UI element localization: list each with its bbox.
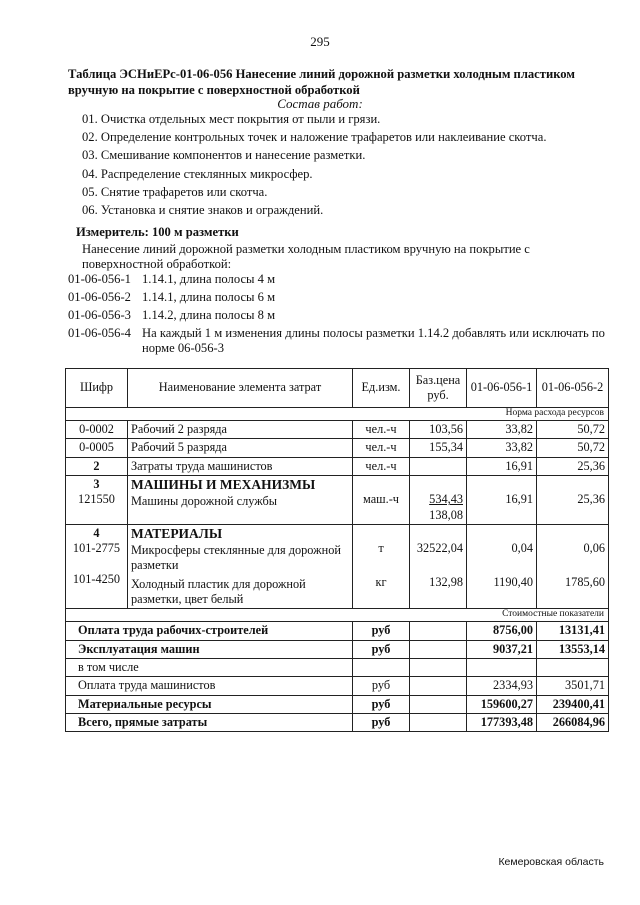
cell-price: 155,34 (410, 439, 467, 457)
cell-v1: 33,82 (467, 439, 537, 457)
cell-unit: кг (375, 574, 387, 589)
operations-list (82, 112, 622, 221)
cell-code: 0-0005 (66, 439, 128, 457)
cost-unit: руб (353, 622, 410, 640)
cell-name: Холодный пластик для дорожной разметки, цвет белый (131, 576, 306, 606)
variant-item (68, 272, 613, 287)
page-number: 295 (310, 34, 330, 49)
variant-desc: 1.14.1, длина полосы 6 м (142, 290, 276, 304)
table-row (66, 457, 609, 475)
variant-code: 01-06-056-1 (68, 272, 131, 286)
cost-v2: 3501,71 (537, 677, 609, 695)
section-title: МАШИНЫ И МЕХАНИЗМЫ (131, 476, 316, 492)
variant-code: 01-06-056-3 (68, 308, 131, 322)
section-number: 4 (93, 526, 100, 541)
header-code: Шифр (66, 369, 128, 408)
cell-price: 132,98 (429, 574, 463, 589)
cell-name: Микросферы стеклянные для дорожной разметки (131, 542, 341, 573)
table-title: Таблица ЭСНиЕРс-01-06-056 Нанесение линий дорожной разметки холодным пластиком вручную на покрытие с поверхностной обработкой (68, 67, 575, 97)
header-price: Баз.цена руб. (410, 369, 467, 408)
cell-v2: 25,36 (577, 492, 605, 507)
materials-price-cell (410, 525, 467, 609)
variant-item (68, 308, 613, 323)
machines-v1-cell (467, 475, 537, 524)
table-row (66, 439, 609, 457)
operation-item: 01. Очистка отдельных мест покрытия от пыли и грязи. (82, 112, 381, 126)
header-unit: Ед.изм. (353, 369, 410, 408)
variants-list (68, 272, 613, 359)
cost-row (66, 714, 609, 732)
header-col1: 01-06-056-1 (467, 369, 537, 408)
materials-v1-cell (467, 525, 537, 609)
header-col2: 01-06-056-2 (537, 369, 609, 408)
cell-unit: чел.-ч (353, 457, 410, 475)
cost-v2: 266084,96 (537, 714, 609, 732)
cost-price (410, 714, 467, 732)
cell-price: 103,56 (410, 420, 467, 438)
machines-v2-cell (537, 475, 609, 524)
operation-item: 02. Определение контрольных точек и наложение трафаретов или наклеивание скотча. (82, 130, 547, 145)
cost-row (66, 677, 609, 695)
cost-price (410, 677, 467, 695)
cell-name: Машины дорожной службы (131, 493, 278, 508)
machines-section-row (66, 475, 609, 524)
cell-code: 101-4250 (72, 571, 121, 586)
cost-name: Эксплуатация машин (66, 640, 353, 658)
cell-code: 101-2775 (72, 541, 121, 556)
section-title: МАТЕРИАЛЫ (131, 526, 223, 542)
cost-row (66, 658, 609, 676)
variant-item (68, 326, 613, 356)
cost-v2: 13131,41 (537, 622, 609, 640)
cell-name: Затраты труда машинистов (128, 457, 353, 475)
cell-v1: 16,91 (505, 492, 533, 507)
cell-v2: 0,06 (583, 541, 605, 556)
section-number: 3 (93, 476, 100, 491)
region-footer: Кемеровская область (498, 856, 604, 868)
operation-item: 06. Установка и снятие знаков и ограждений. (82, 202, 324, 217)
cost-v1: 8756,00 (467, 622, 537, 640)
machines-section-cell (66, 475, 128, 524)
cell-v1: 33,82 (467, 420, 537, 438)
cost-name: Оплата труда рабочих-строителей (66, 622, 353, 640)
norm-label-row (66, 408, 609, 421)
cost-v1: 9037,21 (467, 640, 537, 658)
header-name: Наименование элемента затрат (128, 369, 353, 408)
materials-section-row (66, 525, 609, 609)
cell-price: 32522,04 (416, 541, 463, 556)
cost-price (410, 640, 467, 658)
norm-label: Норма расхода ресурсов (66, 408, 609, 421)
variant-desc: 1.14.2, длина полосы 8 м (142, 308, 276, 322)
cell-v1: 1190,40 (493, 574, 533, 589)
cell-v2: 50,72 (537, 420, 609, 438)
machines-unit-cell (353, 475, 410, 524)
cell-name: Рабочий 2 разряда (128, 420, 353, 438)
cell-unit: чел.-ч (353, 439, 410, 457)
table-header-row (66, 369, 609, 408)
cost-price (410, 622, 467, 640)
cell-v2: 50,72 (537, 439, 609, 457)
cell-code: 0-0002 (66, 420, 128, 438)
operation-item: 05. Снятие трафаретов или скотча. (82, 184, 268, 199)
cell-v1: 0,04 (511, 541, 533, 556)
materials-unit-cell (353, 525, 410, 609)
cell-name: Рабочий 5 разряда (128, 439, 353, 457)
materials-v2-cell (537, 525, 609, 609)
cell-price (410, 457, 467, 475)
variant-desc: 1.14.1, длина полосы 4 м (142, 272, 276, 286)
cell-unit: т (378, 541, 384, 556)
cost-v1: 177393,48 (467, 714, 537, 732)
cost-name: Оплата труда машинистов (66, 677, 353, 695)
cost-v1: 2334,93 (467, 677, 537, 695)
cell-v2: 25,36 (537, 457, 609, 475)
cell-unit: маш.-ч (363, 492, 399, 507)
cost-name: Материальные ресурсы (66, 695, 353, 713)
cost-unit: руб (353, 714, 410, 732)
resources-table (65, 368, 609, 732)
variant-code: 01-06-056-2 (68, 290, 131, 304)
cost-price (410, 658, 467, 676)
cost-row (66, 640, 609, 658)
cost-row (66, 622, 609, 640)
cost-price (410, 695, 467, 713)
cell-price-bottom: 138,08 (429, 507, 463, 522)
cost-name: в том числе (66, 658, 353, 676)
cost-v2 (537, 658, 609, 676)
variant-item (68, 290, 613, 305)
intro-text: Нанесение линий дорожной разметки холодным пластиком вручную на покрытие с поверхностной обработкой: (82, 242, 530, 271)
cell-code: 2 (66, 457, 128, 475)
composition-heading: Состав работ: (277, 96, 363, 111)
cost-v2: 13553,14 (537, 640, 609, 658)
cell-v1: 16,91 (467, 457, 537, 475)
cost-unit: руб (353, 695, 410, 713)
cost-name: Всего, прямые затраты (66, 714, 353, 732)
cost-unit (353, 658, 410, 676)
table-row (66, 420, 609, 438)
materials-name-cell (128, 525, 353, 609)
cost-label: Стоимостные показатели (66, 609, 609, 622)
variant-code: 01-06-056-4 (68, 326, 131, 340)
cost-v1 (467, 658, 537, 676)
cost-v1: 159600,27 (467, 695, 537, 713)
materials-code-cell (66, 525, 128, 609)
operation-item: 04. Распределение стеклянных микросфер. (82, 166, 313, 181)
cost-label-row (66, 609, 609, 622)
cell-code: 121550 (78, 492, 115, 507)
machines-price-cell (410, 475, 467, 524)
cost-unit: руб (353, 640, 410, 658)
cost-row (66, 695, 609, 713)
operation-item: 03. Смешивание компонентов и нанесение разметки. (82, 148, 366, 163)
cell-price-top: 534,43 (429, 492, 463, 507)
cell-v2: 1785,60 (565, 574, 605, 589)
cost-v2: 239400,41 (537, 695, 609, 713)
cost-unit: руб (353, 677, 410, 695)
cell-unit: чел.-ч (353, 420, 410, 438)
measure-unit: Измеритель: 100 м разметки (76, 225, 239, 239)
machines-name-cell (128, 475, 353, 524)
variant-desc: На каждый 1 м изменения длины полосы разметки 1.14.2 добавлять или исключать по норме 06-056-3 (142, 326, 605, 355)
